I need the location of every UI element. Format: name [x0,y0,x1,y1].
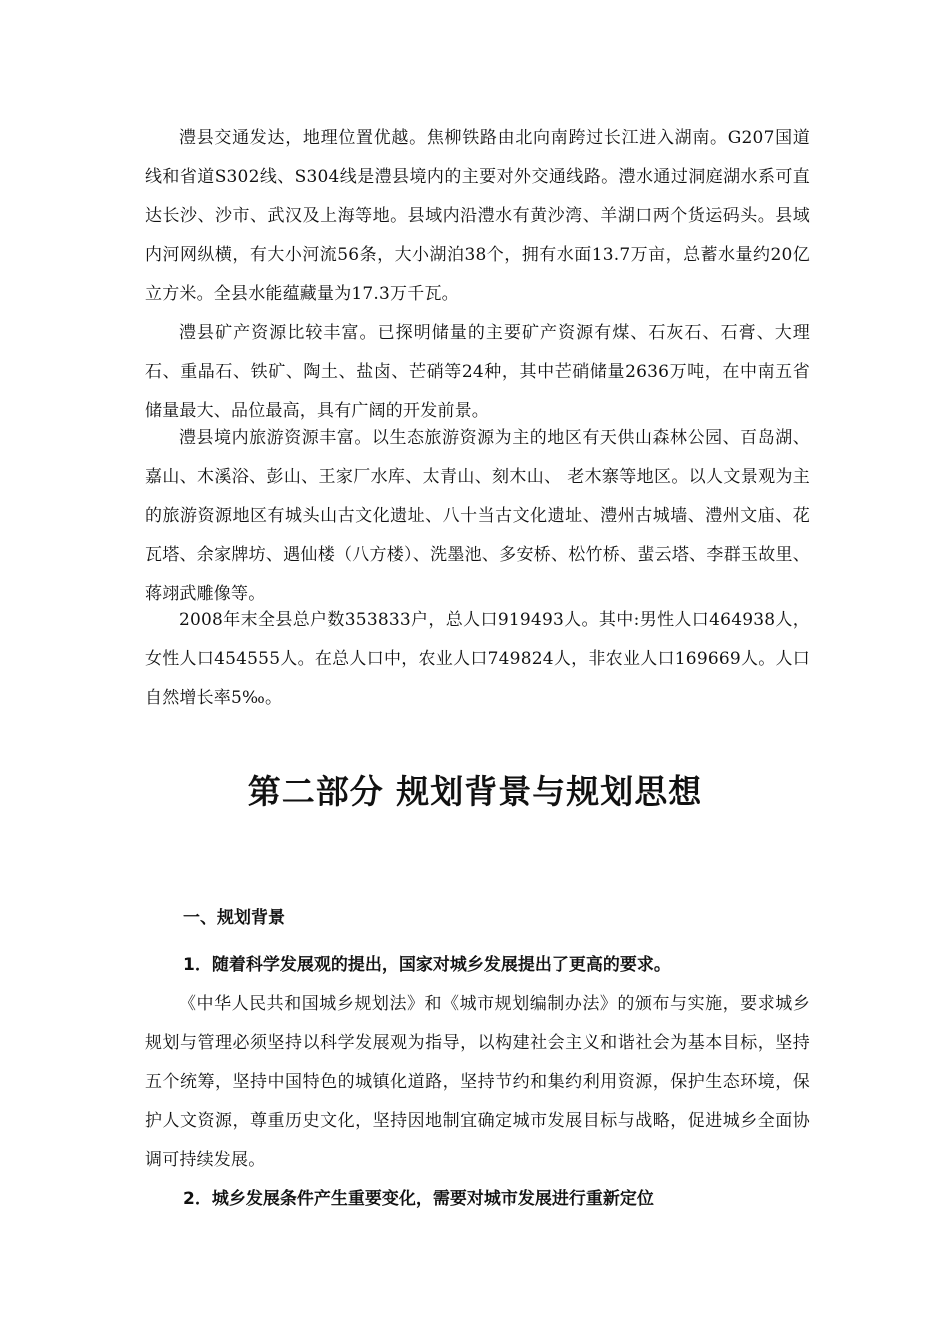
paragraph-transport: 澧县交通发达，地理位置优越。焦柳铁路由北向南跨过长江进入湖南。G207国道线和省道S302线、S304线是澧县境内的主要对外交通线路。澧水通过洞庭湖水系可直达长沙、沙市、武汉及上海等地。县域内沿澧水有黄沙湾、羊湖口两个货运码头。县域内河网纵横，有大小河流56条，大小湖泊38个，拥有水面13.7万亩，总蓄水量约20亿立方米。全县水能蕴藏量为17.3万千瓦。 [145,128,810,304]
paragraph-minerals: 澧县矿产资源比较丰富。已探明储量的主要矿产资源有煤、石灰石、石膏、大理石、重晶石、铁矿、陶土、盐卤、芒硝等24种，其中芒硝储量2636万吨，在中南五省储量最大、品位最高，具有广阔的开发前景。 [145,323,810,421]
paragraph-planning-law: 《中华人民共和国城乡规划法》和《城市规划编制办法》的颁布与实施，要求城乡规划与管理必须坚持以科学发展观为指导，以构建社会主义和谐社会为基本目标，坚持五个统筹，坚持中国特色的城镇化道路，坚持节约和集约利用资源，保护生态环境，保护人文资源，尊重历史文化，坚持因地制宜确定城市发展目标与战略，促进城乡全面协调可持续发展。 [145,994,810,1170]
subheading-scientific-development: 1．随着科学发展观的提出，国家对城乡发展提出了更高的要求。 [183,955,671,975]
part-title: 第二部分 规划背景与规划思想 [247,772,703,811]
section-heading-background: 一、规划背景 [183,908,285,928]
paragraph-tourism: 澧县境内旅游资源丰富。以生态旅游资源为主的地区有天供山森林公园、百岛湖、嘉山、木溪浴、彭山、王家厂水库、太青山、刻木山、 老木寨等地区。以人文景观为主的旅游资源地区有城头山古文化遗址、八十当古文化遗址、澧州古城墙、澧州文庙、花瓦塔、余家牌坊、遇仙楼（八方楼）、洗墨池、多安桥、松竹桥、蜚云塔、李群玉故里、蒋翊武雕像等。 [145,428,810,604]
paragraph-population: 2008年末全县总户数353833户，总人口919493人。其中:男性人口464938人，女性人口454555人。在总人口中，农业人口749824人，非农业人口169669人。人口自然增长率5‰。 [145,610,810,708]
subheading-development-conditions: 2．城乡发展条件产生重要变化，需要对城市发展进行重新定位 [183,1189,654,1209]
